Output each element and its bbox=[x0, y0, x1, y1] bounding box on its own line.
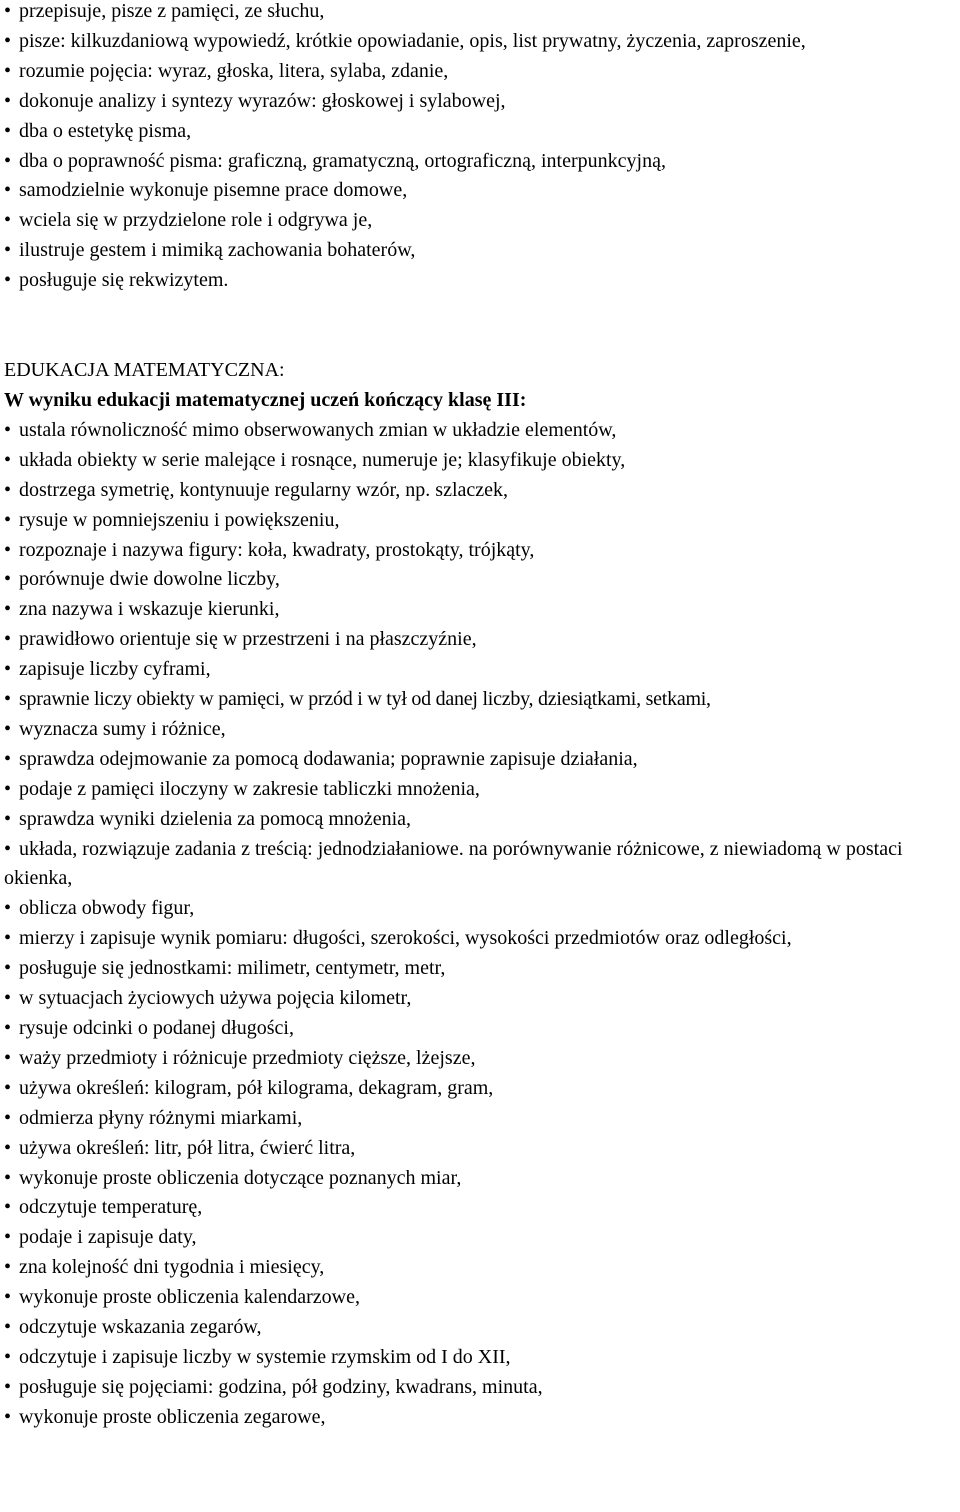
list-item: • posługuje się rekwizytem. bbox=[4, 269, 229, 292]
list-item: • pisze: kilkuzdaniową wypowiedź, krótkie opowiadanie, opis, list prywatny, życzenia, zaproszenie, bbox=[4, 29, 806, 52]
list-item: • sprawdza wyniki dzielenia za pomocą mnożenia, bbox=[4, 807, 412, 830]
list-item: • wykonuje proste obliczenia zegarowe, bbox=[4, 1405, 326, 1428]
list-item: • zna kolejność dni tygodnia i miesięcy, bbox=[4, 1256, 325, 1279]
list-item: • wyznacza sumy i różnice, bbox=[4, 717, 226, 740]
list-item: • dba o poprawność pisma: graficzną, gramatyczną, ortograficzną, interpunkcyjną, bbox=[4, 149, 666, 172]
list-item: • sprawdza odejmowanie za pomocą dodawania; poprawnie zapisuje działania, bbox=[4, 747, 638, 770]
list-item: • układa obiekty w serie malejące i rosnące, numeruje je; klasyfikuje obiekty, bbox=[4, 448, 626, 471]
list-item: • ilustruje gestem i mimiką zachowania bohaterów, bbox=[4, 239, 416, 262]
list-item: • waży przedmioty i różnicuje przedmioty cięższe, lżejsze, bbox=[4, 1046, 476, 1069]
list-item: • rozumie pojęcia: wyraz, głoska, litera, sylaba, zdanie, bbox=[4, 59, 449, 82]
list-item: • odczytuje wskazania zegarów, bbox=[4, 1316, 262, 1339]
list-item: • rysuje odcinki o podanej długości, bbox=[4, 1017, 294, 1039]
list-item: • samodzielnie wykonuje pisemne prace domowe, bbox=[4, 179, 408, 202]
top-list bbox=[4, 0, 958, 296]
list-item: • dokonuje analizy i syntezy wyrazów: głoskowej i sylabowej, bbox=[4, 89, 506, 112]
list-item: • mierzy i zapisuje wynik pomiaru: długości, szerokości, wysokości przedmiotów oraz odległości, bbox=[4, 927, 792, 950]
list-item: • podaje z pamięci iloczyny w zakresie tabliczki mnożenia, bbox=[4, 777, 480, 800]
list-item: • sprawnie liczy obiekty w pamięci, w przód i w tył od danej liczby, dziesiątkami, setkami, bbox=[4, 688, 711, 711]
section-subtitle: W wyniku edukacji matematycznej uczeń kończący klasę III: bbox=[4, 388, 527, 411]
list-item: • porównuje dwie dowolne liczby, bbox=[4, 568, 280, 591]
list-item: • podaje i zapisuje daty, bbox=[4, 1226, 197, 1249]
list-item: • odczytuje i zapisuje liczby w systemie rzymskim od I do XII, bbox=[4, 1345, 511, 1368]
list-item: • rysuje w pomniejszeniu i powiększeniu, bbox=[4, 508, 340, 531]
list-item: • odmierza płyny różnymi miarkami, bbox=[4, 1106, 303, 1129]
list-item: • posługuje się pojęciami: godzina, pół godziny, kwadrans, minuta, bbox=[4, 1375, 543, 1398]
section-title: EDUKACJA MATEMATYCZNA: bbox=[4, 359, 285, 382]
list-item: • zapisuje liczby cyframi, bbox=[4, 658, 211, 681]
list-item: • wykonuje proste obliczenia kalendarzowe, bbox=[4, 1286, 360, 1309]
list-item: • przepisuje, pisze z pamięci, ze słuchu, bbox=[4, 0, 325, 22]
list-item: • dostrzega symetrię, kontynuuje regularny wzór, np. szlaczek, bbox=[4, 478, 509, 501]
list-item: • w sytuacjach życiowych używa pojęcia kilometr, bbox=[4, 987, 412, 1010]
list-item: • oblicza obwody figur, bbox=[4, 897, 195, 920]
list-item: • ustala równoliczność mimo obserwowanych zmian w układzie elementów, bbox=[4, 418, 617, 441]
list-item: • używa określeń: kilogram, pół kilograma, dekagram, gram, bbox=[4, 1076, 494, 1099]
list-item: • zna nazywa i wskazuje kierunki, bbox=[4, 598, 280, 621]
list-item: • używa określeń: litr, pół litra, ćwierć litra, bbox=[4, 1136, 356, 1159]
list-item: • wciela się w przydzielone role i odgrywa je, bbox=[4, 209, 373, 232]
list-item: • odczytuje temperaturę, bbox=[4, 1196, 203, 1219]
section-spacer bbox=[4, 296, 958, 356]
list-item: • prawidłowo orientuje się w przestrzeni i na płaszczyźnie, bbox=[4, 628, 477, 651]
list-item: • wykonuje proste obliczenia dotyczące poznanych miar, bbox=[4, 1166, 462, 1189]
document-page bbox=[4, 0, 958, 1433]
list-item: • układa, rozwiązuje zadania z treścią: jednodziałaniowe. na porównywanie różnicowe, z niewiadomą w postaci okienka, bbox=[4, 837, 903, 890]
list-item: • posługuje się jednostkami: milimetr, centymetr, metr, bbox=[4, 957, 446, 980]
list-item: • rozpoznaje i nazywa figury: koła, kwadraty, prostokąty, trójkąty, bbox=[4, 538, 535, 561]
math-list bbox=[4, 416, 958, 1433]
list-item: • dba o estetykę pisma, bbox=[4, 119, 192, 142]
